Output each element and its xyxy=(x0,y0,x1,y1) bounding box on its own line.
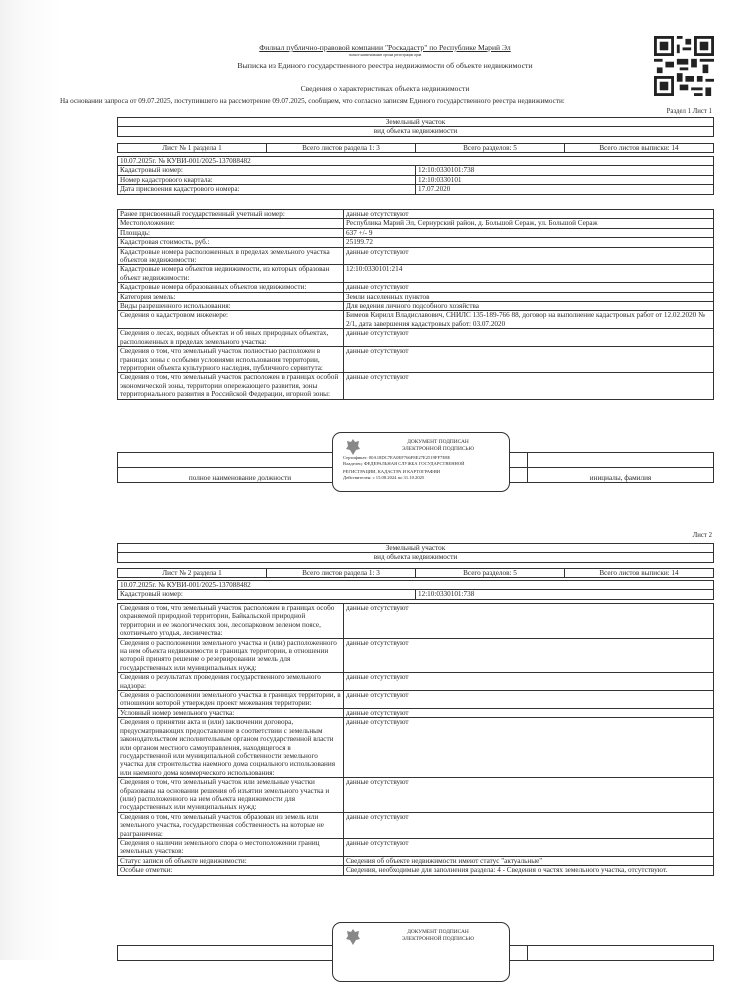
object-type-table xyxy=(117,117,714,137)
row-value: данные отсутствуют xyxy=(344,210,714,219)
row-value: данные отсутствуют xyxy=(344,283,714,292)
row-label: Дата присвоения кадастрового номера: xyxy=(118,185,416,194)
name-caption: инициалы, фамилия xyxy=(528,468,714,483)
table-row xyxy=(118,638,714,673)
table-row xyxy=(118,283,714,292)
row-label: Категория земель: xyxy=(118,292,344,301)
row-value: данные отсутствуют xyxy=(344,691,714,709)
row-value: данные отсутствуют xyxy=(344,247,714,265)
table-row xyxy=(118,210,714,219)
coat-of-arms-icon xyxy=(345,928,361,946)
row-label: Условный номер земельного участка: xyxy=(118,708,344,717)
sheet-info-table xyxy=(117,143,714,153)
stamp-line: ДОКУМЕНТ ПОДПИСАН xyxy=(407,439,469,445)
organization-name: Филиал публично-правовой компании "Роскадастр" по Республике Марий Эл xyxy=(259,43,511,52)
scan-edge xyxy=(0,0,62,960)
row-value: данные отсутствуют xyxy=(344,373,714,399)
table-row xyxy=(118,838,714,856)
row-value: 25199.72 xyxy=(344,238,714,247)
e-signature-stamp xyxy=(332,432,510,492)
sheet-number: Лист № 2 раздела 1 xyxy=(118,569,267,578)
row-label: Статус записи об объекте недвижимости: xyxy=(118,856,344,865)
row-label: Особые отметки: xyxy=(118,866,344,875)
row-value: данные отсутствуют xyxy=(344,347,714,373)
row-value: Республика Марий Эл, Сернурский район, д. Большой Сераж, ул. Большой Сераж xyxy=(344,219,714,228)
table-row xyxy=(118,673,714,691)
section-ref: Раздел 1 Лист 1 xyxy=(666,108,712,115)
row-label: Кадастровые номера объектов недвижимости, из которых образован объект недвижимости: xyxy=(118,265,344,283)
row-value: данные отсутствуют xyxy=(344,638,714,673)
table-row xyxy=(118,718,714,778)
row-value: данные отсутствуют xyxy=(344,673,714,691)
table-row xyxy=(118,247,714,265)
table-row xyxy=(118,311,714,329)
sheet-label: Лист 2 xyxy=(692,532,712,539)
intro-text: На основании запроса от 09.07.2025, поступившего на рассмотрение 09.07.2025, сообщаем, что согласно записям Единого государственного реестра недвижимости: xyxy=(60,97,565,105)
characteristics-table xyxy=(117,209,714,400)
object-type-table xyxy=(117,543,714,563)
row-value: данные отсутствуют xyxy=(344,708,714,717)
characteristics-table xyxy=(117,603,714,876)
sheets-total: Всего листов выписки: 14 xyxy=(565,144,714,153)
table-row xyxy=(118,778,714,813)
row-value: данные отсутствуют xyxy=(344,604,714,639)
row-label: Ранее присвоенный государственный учетный номер: xyxy=(118,210,344,219)
row-value: Для ведения личного подсобного хозяйства xyxy=(344,302,714,311)
row-value: 12:10:0330101:738 xyxy=(416,166,714,175)
table-row xyxy=(118,292,714,301)
row-label: Площадь: xyxy=(118,228,344,237)
signature-cell xyxy=(118,946,363,961)
identification-table xyxy=(117,156,714,195)
row-label: Номер кадастрового квартала: xyxy=(118,175,416,184)
row-value: 12:10:0330101:214 xyxy=(344,265,714,283)
table-row xyxy=(118,373,714,399)
table-row xyxy=(118,866,714,875)
row-label: Сведения о том, что земельный участок полностью расположен в границах зоны с особыми условиями использования территории, территории объекта культурного наследия, публичного сервитута: xyxy=(118,347,344,373)
sheets-total: Всего листов выписки: 14 xyxy=(565,569,714,578)
row-label: Сведения о расположении земельного участка и (или) расположенного на нем объекта недвижимости в границах территории, в отношении которой принято решение о резервировании земель для государственных или муниципальных нужд: xyxy=(118,638,344,673)
stamp-validity: Действителен: с 15.08.2024 по 31.10.2025 xyxy=(343,475,425,480)
sheets-in-section: Всего листов раздела 1: 3 xyxy=(267,569,416,578)
table-row xyxy=(118,238,714,247)
row-value: данные отсутствуют xyxy=(344,718,714,778)
table-row xyxy=(118,604,714,639)
object-type-caption: вид объекта недвижимости xyxy=(118,553,714,562)
signature-cell xyxy=(118,453,363,468)
row-value: Бимеов Кирилл Владиславович, СНИЛС 135-189-766 88, договор на выполнение кадастровых работ от 12.02.2020 № 2/1, дата завершения кадастровых работ: 03.07.2020 xyxy=(344,311,714,329)
row-value: 12:10:0330101:738 xyxy=(416,590,714,599)
object-type: Земельный участок xyxy=(118,118,714,127)
row-label: Кадастровый номер: xyxy=(118,166,416,175)
row-label: Сведения о том, что земельный участок расположен в границах особой экономической зоны, территории опережающего развития, зоны территориального развития в Российской Федерации, игорной зоны: xyxy=(118,373,344,399)
e-signature-stamp xyxy=(332,922,510,982)
row-label: Сведения о расположении земельного участка в границах территории, в отношении которой утвержден проект межевания территории: xyxy=(118,691,344,709)
table-row xyxy=(118,185,714,194)
identification-table xyxy=(117,580,714,600)
row-label: Сведения о принятии акта и (или) заключении договора, предусматривающих предоставление в соответствии с земельным законодательством исполнительным органом государственной власти или органом местного самоуправления, находящегося в государственной или муниципальной собственности земельного участка для строительства наемного дома социального использования или наемного дома коммерческого использования: xyxy=(118,718,344,778)
row-value: 12:10:0330101 xyxy=(416,175,714,184)
table-row xyxy=(118,329,714,347)
row-label: Сведения о лесах, водных объектах и об иных природных объектах, расположенных в пределах земельного участка: xyxy=(118,329,344,347)
position-caption: полное наименование должности xyxy=(118,468,363,483)
row-value: Сведения об объекте недвижимости имеют статус "актуальные" xyxy=(344,856,714,865)
row-value: Земли населенных пунктов xyxy=(344,292,714,301)
row-label: Виды разрешенного использования: xyxy=(118,302,344,311)
row-label: Сведения о том, что земельный участок расположен в границах особо охраняемой природной территории, Байкальской природной территории и ее экологических зон, лесопарковом зеленом поясе, охотничьего угодья, лесничества: xyxy=(118,604,344,639)
table-row xyxy=(118,708,714,717)
row-label: Местоположение: xyxy=(118,219,344,228)
sections-total: Всего разделов: 5 xyxy=(416,144,565,153)
stamp-line: ЭЛЕКТРОННОЙ ПОДПИСЬЮ xyxy=(401,936,475,942)
row-value: данные отсутствуют xyxy=(344,778,714,813)
table-row xyxy=(118,812,714,838)
coat-of-arms-icon xyxy=(345,438,361,456)
row-value: данные отсутствуют xyxy=(344,329,714,347)
signature-cell xyxy=(528,453,714,468)
row-value: 17.07.2020 xyxy=(416,185,714,194)
object-type: Земельный участок xyxy=(118,544,714,553)
table-row xyxy=(118,856,714,865)
stamp-line: ДОКУМЕНТ ПОДПИСАН xyxy=(407,929,469,935)
row-label: Сведения о кадастровом инженере: xyxy=(118,311,344,329)
stamp-owner-cont: РЕГИСТРАЦИИ, КАДАСТРА И КАРТОГРАФИИ xyxy=(343,469,441,474)
sheet-number: Лист № 1 раздела 1 xyxy=(118,144,267,153)
row-label: Кадастровые номера расположенных в пределах земельного участка объектов недвижимости: xyxy=(118,247,344,265)
sheet-info-table xyxy=(117,568,714,578)
qr-code-icon xyxy=(654,36,714,96)
row-value: данные отсутствуют xyxy=(344,812,714,838)
row-label: Кадастровый номер: xyxy=(118,590,416,599)
row-label: Сведения о том, что земельный участок образован из земель или земельного участка, государственная собственность на которые не разграничена: xyxy=(118,812,344,838)
row-label: Сведения о том, что земельный участок или земельные участки образованы на основании решения об изъятии земельного участка и (или) расположенного на нем объекта недвижимости для государственных или муниципальных нужд: xyxy=(118,778,344,813)
stamp-certificate: Сертификат: 00А18DC7EA0EF766F8E27E2519FF7E8E xyxy=(343,455,451,460)
row-value: 637 +/- 9 xyxy=(344,228,714,237)
table-row xyxy=(118,265,714,283)
row-value: данные отсутствуют xyxy=(344,838,714,856)
row-label: Кадастровая стоимость, руб.: xyxy=(118,238,344,247)
table-row xyxy=(118,228,714,237)
signature-cell xyxy=(528,946,714,961)
table-row xyxy=(118,219,714,228)
table-row xyxy=(118,175,714,184)
doc-number: 10.07.2025г. № КУВИ-001/2025-137088482 xyxy=(118,581,714,590)
doc-number: 10.07.2025г. № КУВИ-001/2025-137088482 xyxy=(118,157,714,166)
table-row xyxy=(118,302,714,311)
document-title: Выписка из Единого государственного реестра недвижимости об объекте недвижимости xyxy=(237,61,533,70)
document-subtitle: Сведения о характеристиках объекта недвижимости xyxy=(300,84,470,93)
row-label: Кадастровые номера образованных объектов недвижимости: xyxy=(118,283,344,292)
table-row xyxy=(118,691,714,709)
object-type-caption: вид объекта недвижимости xyxy=(118,127,714,136)
row-value: Сведения, необходимые для заполнения раздела: 4 - Сведения о частях земельного участка, отсутствуют. xyxy=(344,866,714,875)
row-label: Сведения о результатах проведения государственного земельного надзора: xyxy=(118,673,344,691)
table-row xyxy=(118,347,714,373)
sections-total: Всего разделов: 5 xyxy=(416,569,565,578)
table-row xyxy=(118,590,714,599)
stamp-owner: Владелец: ФЕДЕРАЛЬНАЯ СЛУЖБА ГОСУДАРСТВЕННОЙ xyxy=(343,461,465,466)
sheets-in-section: Всего листов раздела 1: 3 xyxy=(267,144,416,153)
stamp-line: ЭЛЕКТРОННОЙ ПОДПИСЬЮ xyxy=(401,446,475,452)
table-row xyxy=(118,166,714,175)
organization-caption: полное наименование органа регистрации прав xyxy=(348,53,422,57)
row-label: Сведения о наличии земельного спора о местоположении границ земельных участков: xyxy=(118,838,344,856)
